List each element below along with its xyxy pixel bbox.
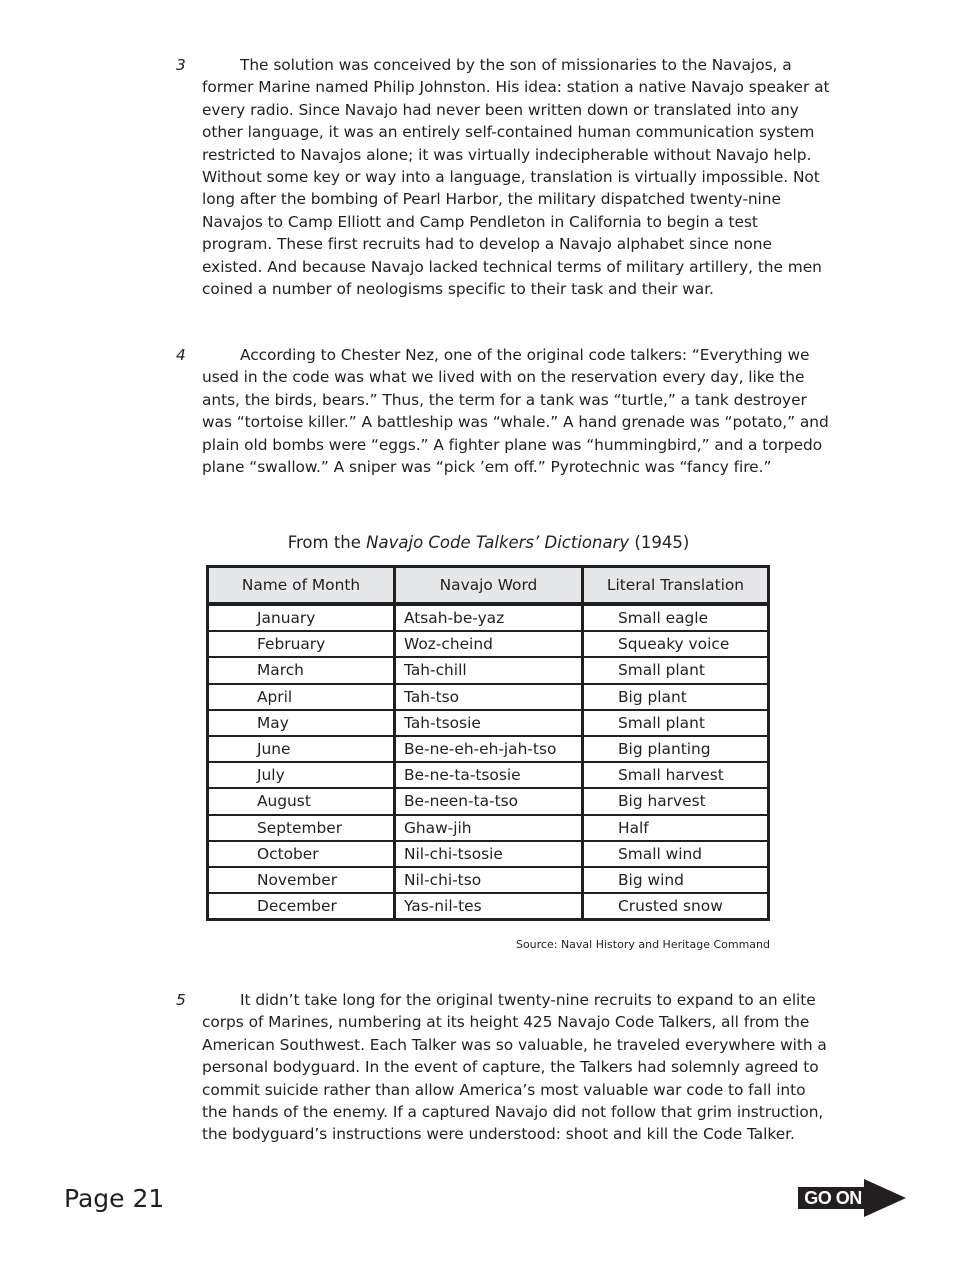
month-cell: May bbox=[208, 710, 395, 736]
table-row bbox=[208, 684, 769, 710]
table-row bbox=[208, 815, 769, 841]
paragraph-5 bbox=[176, 989, 832, 1146]
month-cell: August bbox=[208, 788, 395, 814]
navajo-word-cell: Tah-chill bbox=[395, 657, 583, 683]
translation-cell: Big wind bbox=[583, 867, 769, 893]
page-number: Page 21 bbox=[64, 1184, 165, 1213]
table-row bbox=[208, 788, 769, 814]
navajo-word-cell: Ghaw-jih bbox=[395, 815, 583, 841]
paragraph-text: It didn’t take long for the original twenty-nine recruits to expand to an elite corps of Marines, numbering at its height 425 Navajo Code Talkers, all from the American Southwest. Each Talker was so valuable, he traveled everywhere with a personal bodyguard. In the event of capture, the Talkers had solemnly agreed to commit suicide rather than allow America’s most valuable war code to fall into the hands of the enemy. If a captured Navajo did not follow that grim instruction, the bodyguard’s instructions were understood: shoot and kill the Code Talker. bbox=[202, 991, 827, 1144]
month-cell: April bbox=[208, 684, 395, 710]
translation-cell: Crusted snow bbox=[583, 893, 769, 920]
navajo-word-cell: Tah-tsosie bbox=[395, 710, 583, 736]
table-row bbox=[208, 657, 769, 683]
translation-cell: Small eagle bbox=[583, 604, 769, 631]
translation-cell: Small wind bbox=[583, 841, 769, 867]
translation-cell: Half bbox=[583, 815, 769, 841]
month-cell: July bbox=[208, 762, 395, 788]
month-cell: December bbox=[208, 893, 395, 920]
paragraph-number: 5 bbox=[176, 991, 186, 1009]
month-cell: March bbox=[208, 657, 395, 683]
navajo-word-cell: Tah-tso bbox=[395, 684, 583, 710]
table-row bbox=[208, 762, 769, 788]
paragraph-text: According to Chester Nez, one of the original code talkers: “Everything we used in the code was what we lived with on the reservation every day, like the ants, the birds, bears.” Thus, the term for a tank was “turtle,” a tank destroyer was “tortoise killer.” A battleship was “whale.” A hand grenade was “potato,” and plain old bombs were “eggs.” A fighter plane was “hummingbird,” and a torpedo plane “swallow.” A sniper was “pick ’em off.” Pyrotechnic was “fancy fire.” bbox=[202, 346, 829, 477]
navajo-word-cell: Be-ne-ta-tsosie bbox=[395, 762, 583, 788]
navajo-word-cell: Woz-cheind bbox=[395, 631, 583, 657]
caption-prefix: From the bbox=[287, 533, 367, 552]
month-cell: October bbox=[208, 841, 395, 867]
month-cell: November bbox=[208, 867, 395, 893]
table-row bbox=[208, 841, 769, 867]
table-row bbox=[208, 867, 769, 893]
paragraph-3 bbox=[176, 54, 832, 300]
caption-title: Navajo Code Talkers’ Dictionary bbox=[366, 533, 630, 552]
header-literal-translation: Literal Translation bbox=[583, 567, 769, 605]
table-header-row bbox=[208, 567, 769, 605]
navajo-word-cell: Nil-chi-tsosie bbox=[395, 841, 583, 867]
translation-cell: Big harvest bbox=[583, 788, 769, 814]
table-row bbox=[208, 710, 769, 736]
caption-suffix: (1945) bbox=[629, 533, 690, 552]
navajo-word-cell: Be-ne-eh-eh-jah-tso bbox=[395, 736, 583, 762]
navajo-word-cell: Atsah-be-yaz bbox=[395, 604, 583, 631]
table-row bbox=[208, 604, 769, 631]
table-row bbox=[208, 736, 769, 762]
table-row bbox=[208, 631, 769, 657]
month-cell: January bbox=[208, 604, 395, 631]
table-caption bbox=[207, 531, 770, 555]
table-row bbox=[208, 893, 769, 920]
navajo-word-cell: Yas-nil-tes bbox=[395, 893, 583, 920]
month-cell: September bbox=[208, 815, 395, 841]
month-cell: June bbox=[208, 736, 395, 762]
translation-cell: Small plant bbox=[583, 710, 769, 736]
translation-cell: Squeaky voice bbox=[583, 631, 769, 657]
navajo-word-cell: Nil-chi-tso bbox=[395, 867, 583, 893]
go-on-button[interactable] bbox=[796, 1178, 908, 1218]
paragraph-text: The solution was conceived by the son of missionaries to the Navajos, a former Marine named Philip Johnston. His idea: station a native Navajo speaker at every radio. Since Navajo had never been written down or translated into any other language, it was an entirely self-contained human communication system restricted to Navajos alone; it was virtually indecipherable without Navajo help. Without some key or way into a language, translation is virtually impossible. Not long after the bombing of Pearl Harbor, the military dispatched twenty-nine Navajos to Camp Elliott and Camp Pendleton in California to begin a test program. These first recruits had to develop a Navajo alphabet since none existed. And because Navajo lacked technical terms of military artillery, the men coined a number of neologisms specific to their task and their war. bbox=[202, 56, 830, 299]
table-source: Source: Naval History and Heritage Command bbox=[515, 938, 770, 951]
month-cell: February bbox=[208, 631, 395, 657]
header-navajo-word: Navajo Word bbox=[395, 567, 583, 605]
translation-cell: Big plant bbox=[583, 684, 769, 710]
translation-cell: Big planting bbox=[583, 736, 769, 762]
code-dictionary-table bbox=[206, 565, 770, 921]
translation-cell: Small harvest bbox=[583, 762, 769, 788]
paragraph-4 bbox=[176, 344, 832, 478]
go-on-label: GO ON bbox=[798, 1187, 868, 1209]
paragraph-number: 4 bbox=[176, 346, 186, 364]
paragraph-number: 3 bbox=[176, 56, 186, 74]
navajo-word-cell: Be-neen-ta-tso bbox=[395, 788, 583, 814]
translation-cell: Small plant bbox=[583, 657, 769, 683]
header-month: Name of Month bbox=[208, 567, 395, 605]
